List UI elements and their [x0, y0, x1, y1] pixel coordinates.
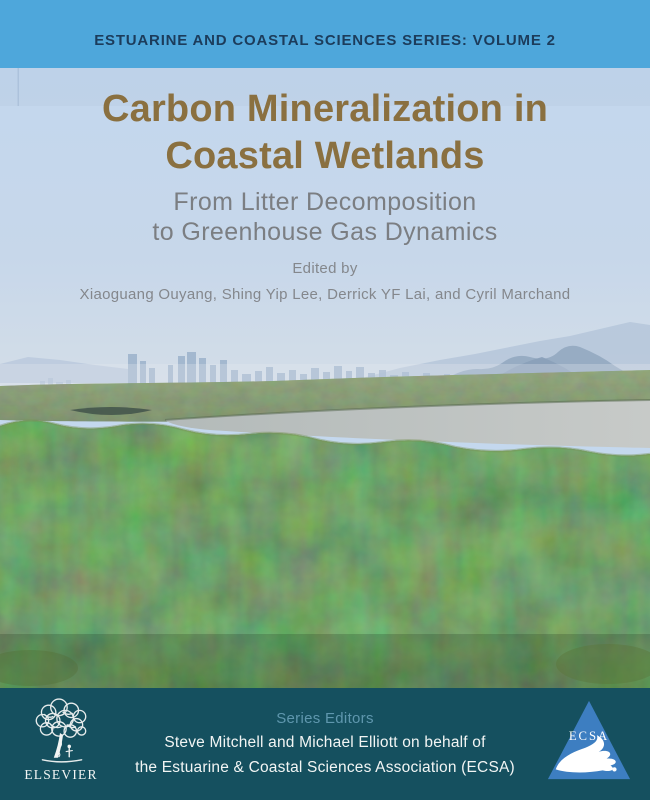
book-subtitle: [0, 187, 650, 247]
series-editors-block: [122, 688, 528, 784]
elsevier-logo: [0, 688, 122, 783]
ecsa-triangle-icon: [544, 696, 634, 788]
cover-photo: [0, 68, 650, 688]
book-subtitle-line2: to Greenhouse Gas Dynamics: [152, 218, 498, 246]
series-banner: [0, 0, 650, 68]
editors-names: Xiaoguang Ouyang, Shing Yip Lee, Derrick YF Lai, and Cyril Marchand: [79, 286, 571, 303]
publisher-banner: [0, 688, 650, 800]
book-title: [0, 86, 650, 180]
ecsa-wordmark: ECSA: [568, 729, 610, 744]
series-editors-label: Series Editors: [276, 710, 374, 727]
series-banner-text: ESTUARINE AND COASTAL SCIENCES SERIES: VOLUME 2: [94, 31, 556, 49]
elsevier-wordmark: ELSEVIER: [24, 767, 98, 782]
book-subtitle-line1: From Litter Decomposition: [173, 188, 477, 216]
series-editors-line1: Steve Mitchell and Michael Elliott on behalf of: [164, 734, 486, 751]
ecsa-logo: [528, 688, 650, 788]
book-title-line1: Carbon Mineralization in: [101, 88, 549, 130]
edited-by-label: Edited by: [292, 260, 358, 277]
title-block: [0, 86, 650, 303]
series-editors-line2: the Estuarine & Coastal Sciences Association (ECSA): [135, 759, 515, 776]
elsevier-tree-icon: [28, 698, 94, 766]
forest-foreground: [0, 408, 650, 688]
book-title-line2: Coastal Wetlands: [165, 135, 485, 177]
